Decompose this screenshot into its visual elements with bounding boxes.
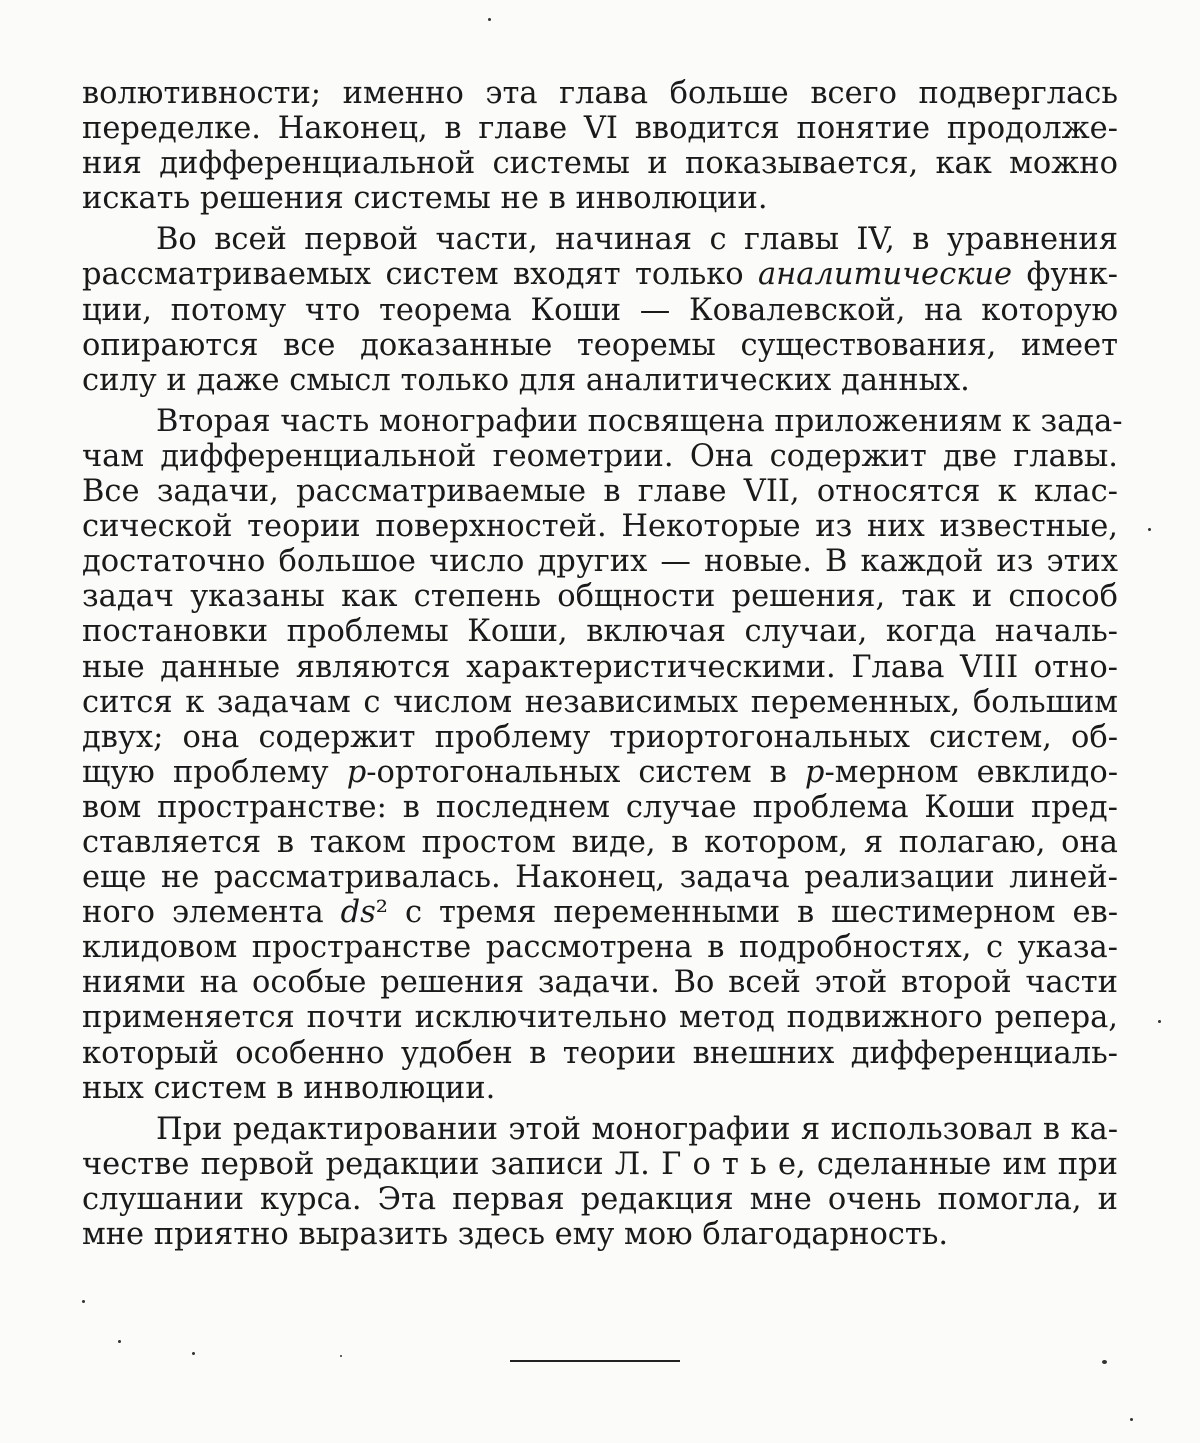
text-line: который особенно удобен в теории внешних дифференциаль- [82, 1035, 1118, 1071]
text-line: достаточно большое число других — новые. В каждой из этих [82, 544, 1118, 580]
italic-term: p [346, 754, 367, 790]
italic-term: p [804, 754, 825, 790]
text-line: Во всей первой части, начиная с главы IV, в уравнения [156, 222, 1118, 258]
text-line: мне приятно выразить здесь ему мою благодарность. [82, 1217, 949, 1252]
text-line: искать решения системы не в инволюции. [82, 181, 768, 217]
text-line: ния дифференциальной системы и показывается, как можно [82, 146, 1118, 182]
text-line: клидовом пространстве рассмотрена в подробностях, с указа- [82, 930, 1118, 966]
text-line: рассматриваемых систем входят только аналитические функ- [82, 257, 1118, 293]
text-line: ных систем в инволюции. [82, 1070, 496, 1106]
text-line: Все задачи, рассматриваемые в главе VII, относятся к клас- [82, 474, 1118, 510]
end-rule [510, 1360, 680, 1362]
text-line: При редактировании этой монографии я использовал в ка- [156, 1111, 1118, 1147]
text-line: чам дифференциальной геометрии. Она содержит две главы. [82, 438, 1118, 474]
text-line: сится к задачам с числом независимых переменных, большим [82, 684, 1118, 720]
text-line: ции, потому что теорема Коши — Ковалевской, на которую [82, 292, 1118, 328]
speck [82, 1300, 85, 1303]
text-line: силу и даже смысл только для аналитических данных. [82, 362, 970, 398]
text-line: постановки проблемы Коши, включая случаи, когда началь- [82, 614, 1118, 650]
speck [118, 1340, 121, 1343]
text-line: задач указаны как степень общности решения, так и способ [82, 579, 1118, 615]
text-line: ниями на особые решения задачи. Во всей этой второй части [82, 965, 1118, 1001]
text-line: опираются все доказанные теоремы существования, имеет [82, 327, 1118, 363]
text-line: щую проблему p-ортогональных систем в p-мерном евклидо- [82, 754, 1118, 790]
speck [192, 1352, 195, 1355]
text-line: двух; она содержит проблему триортогональных систем, об- [82, 719, 1118, 755]
text-line: ставляется в таком простом виде, в котором, я полагаю, она [82, 824, 1118, 860]
text-line: Вторая часть монографии посвящена приложениям к зада- [156, 403, 1123, 439]
speck [1102, 1360, 1107, 1364]
text-line: применяется почти исключительно метод подвижного репера, [82, 1000, 1118, 1036]
speck [1130, 1418, 1133, 1421]
italic-term: аналитические [758, 257, 1013, 293]
speck [1158, 1020, 1161, 1023]
text-line: слушании курса. Эта первая редакция мне очень помогла, и [82, 1181, 1118, 1217]
paragraph [82, 76, 1118, 216]
text-line: ного элемента ds² с тремя переменными в шестимерном ев- [82, 895, 1118, 931]
speck [340, 1355, 342, 1357]
italic-term: ds [340, 895, 376, 931]
speck [488, 18, 491, 21]
text-line: переделке. Наконец, в главе VI вводится понятие продолже- [82, 111, 1118, 147]
body-text [82, 76, 1123, 1258]
text-line: еще не рассматривалась. Наконец, задача реализации линей- [82, 860, 1118, 896]
text-line: вом пространстве: в последнем случае проблема Коши пред- [82, 789, 1118, 825]
text-line: честве первой редакции записи Л. Г о т ь е, сделанные им при [82, 1146, 1118, 1182]
text-line: ные данные являются характеристическими. Глава VIII отно- [82, 649, 1118, 685]
paragraph [82, 222, 1118, 397]
paragraph [82, 403, 1123, 1106]
speck [1148, 528, 1151, 531]
text-line: сической теории поверхностей. Некоторые из них известные, [82, 509, 1118, 545]
text-line: волютивности; именно эта глава больше всего подверглась [82, 76, 1118, 111]
paragraph [82, 1112, 1118, 1252]
